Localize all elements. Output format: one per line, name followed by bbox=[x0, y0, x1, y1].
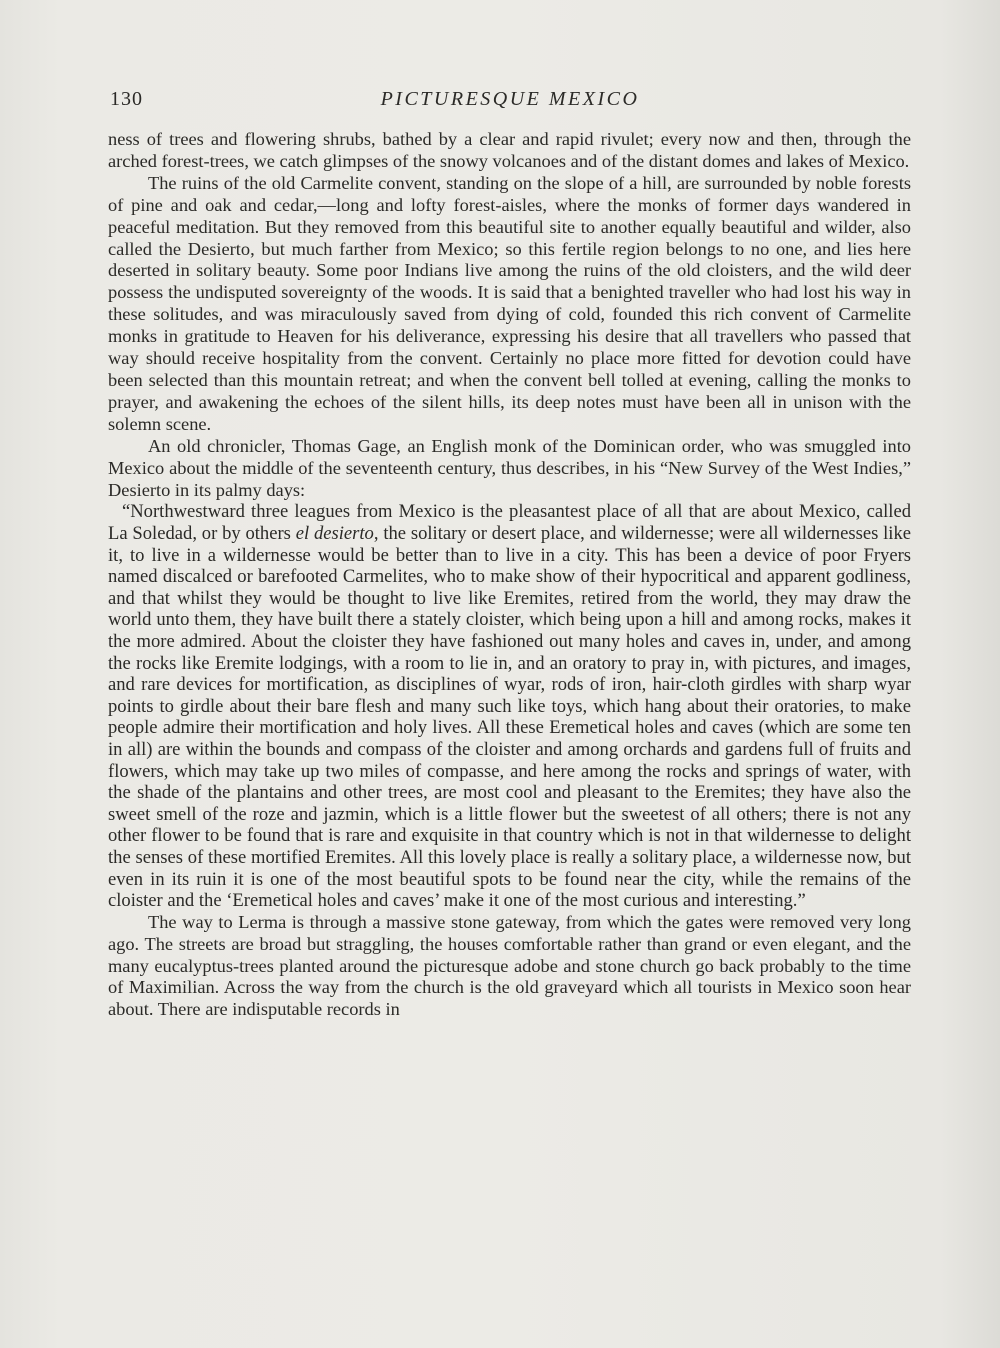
running-title: PICTURESQUE MEXICO bbox=[380, 88, 640, 110]
body-text bbox=[108, 129, 911, 1021]
paragraph-carmelite-convent: The ruins of the old Carmelite convent, standing on the slope of a hill, are surrounded by noble forests of pine and oak and cedar,—long and lofty forest-aisles, where the monks of former days wandered in peaceful meditation. But they removed from this beautiful site to another equally beautiful and wilder, also called the Desierto, but much farther from Mexico; so this fertile region belongs to no one, and lies here deserted in solitary beauty. Some poor Indians live among the ruins of the old cloisters, and the wild deer possess the undisputed sovereignty of the woods. It is said that a benighted traveller who had lost his way in these solitudes, and was miraculously saved from dying of cold, founded this rich convent of Carmelite monks in gratitude to Heaven for his deliverance, expressing his desire that all travellers who passed that way should receive hospitality from the convent. Certainly no place more fitted for devotion could have been selected than this mountain retreat; and when the convent bell tolled at evening, calling the monks to prayer, and awakening the echoes of the silent hills, its deep notes must have been all in unison with the solemn scene. bbox=[108, 172, 911, 434]
quote-text-rest: , the solitary or desert place, and wildernesse; were all wildernesses like it, to live in a wildernesse would be better than to live in a city. This has been a device of poor Fryers named discalced or barefooted Carmelites, who to make show of their hypocritical and apparent godliness, and that whilst they would be thought to live like Eremites, retired from the world, they may draw the world unto them, they have built there a stately cloister, which being upon a hill and among rocks, makes it the more admired. About the cloister they have fashioned out many holes and caves in, under, and among the rocks like Eremite lodgings, with a room to lie in, and an oratory to pray in, with pictures, and images, and rare devices for mortification, as disciplines of wyar, rods of iron, hair-cloth girdles with sharp wyar points to girdle about their bare flesh and many such like toys, which hang about their oratories, to make people admire their mortification and holy lives. All these Eremetical holes and caves (which are some ten in all) are within the bounds and compass of the cloister and among orchards and gardens full of fruits and flowers, which may take up two miles of compasse, and here among the rocks and springs of water, with the shade of the plantains and other trees, are most cool and pleasant to the Eremites; they have also the sweet smell of the roze and jazmin, which is a little flower but the sweetest of all others; there is not any other flower to be found that is rare and exquisite in that country which is not in that wildernesse to delight the senses of these mortified Eremites. All this lovely place is really a solitary place, a wildernesse now, but even in its ruin it is one of the most beautiful spots to be found near the city, while the remains of the cloister and the ‘Eremetical holes and caves’ make it one of the most curious and interesting.” bbox=[108, 523, 911, 912]
page-header bbox=[110, 88, 910, 118]
paragraph-thomas-gage: An old chronicler, Thomas Gage, an English monk of the Dominican order, who was smuggled into Mexico about the middle of the seventeenth century, thus describes, in his “New Survey of the West Indies,” Desierto in its palmy days: bbox=[108, 435, 911, 500]
quote-italic-term: el desierto bbox=[295, 523, 374, 544]
paragraph-gage-quotation bbox=[108, 501, 911, 911]
paragraph-way-to-lerma: The way to Lerma is through a massive stone gateway, from which the gates were removed very long ago. The streets are broad but straggling, the houses comfortable rather than grand or even elegant, and the many eucalyptus-trees planted around the picturesque adobe and stone church go back probably to the time of Maximilian. Across the way from the church is the old graveyard which all tourists in Mexico soon hear about. There are indisputable records in bbox=[108, 911, 911, 1020]
quote-text-start: “Northwestward three leagues from Mexico is the pleasantest place of all that are about Mexico, called La Soledad, or by others bbox=[108, 501, 911, 544]
page-number: 130 bbox=[110, 88, 143, 110]
paragraph-continuation: ness of trees and flowering shrubs, bathed by a clear and rapid rivulet; every now and then, through the arched forest-trees, we catch glimpses of the snowy volcanoes and of the distant domes and lakes of Mexico. bbox=[108, 129, 911, 171]
